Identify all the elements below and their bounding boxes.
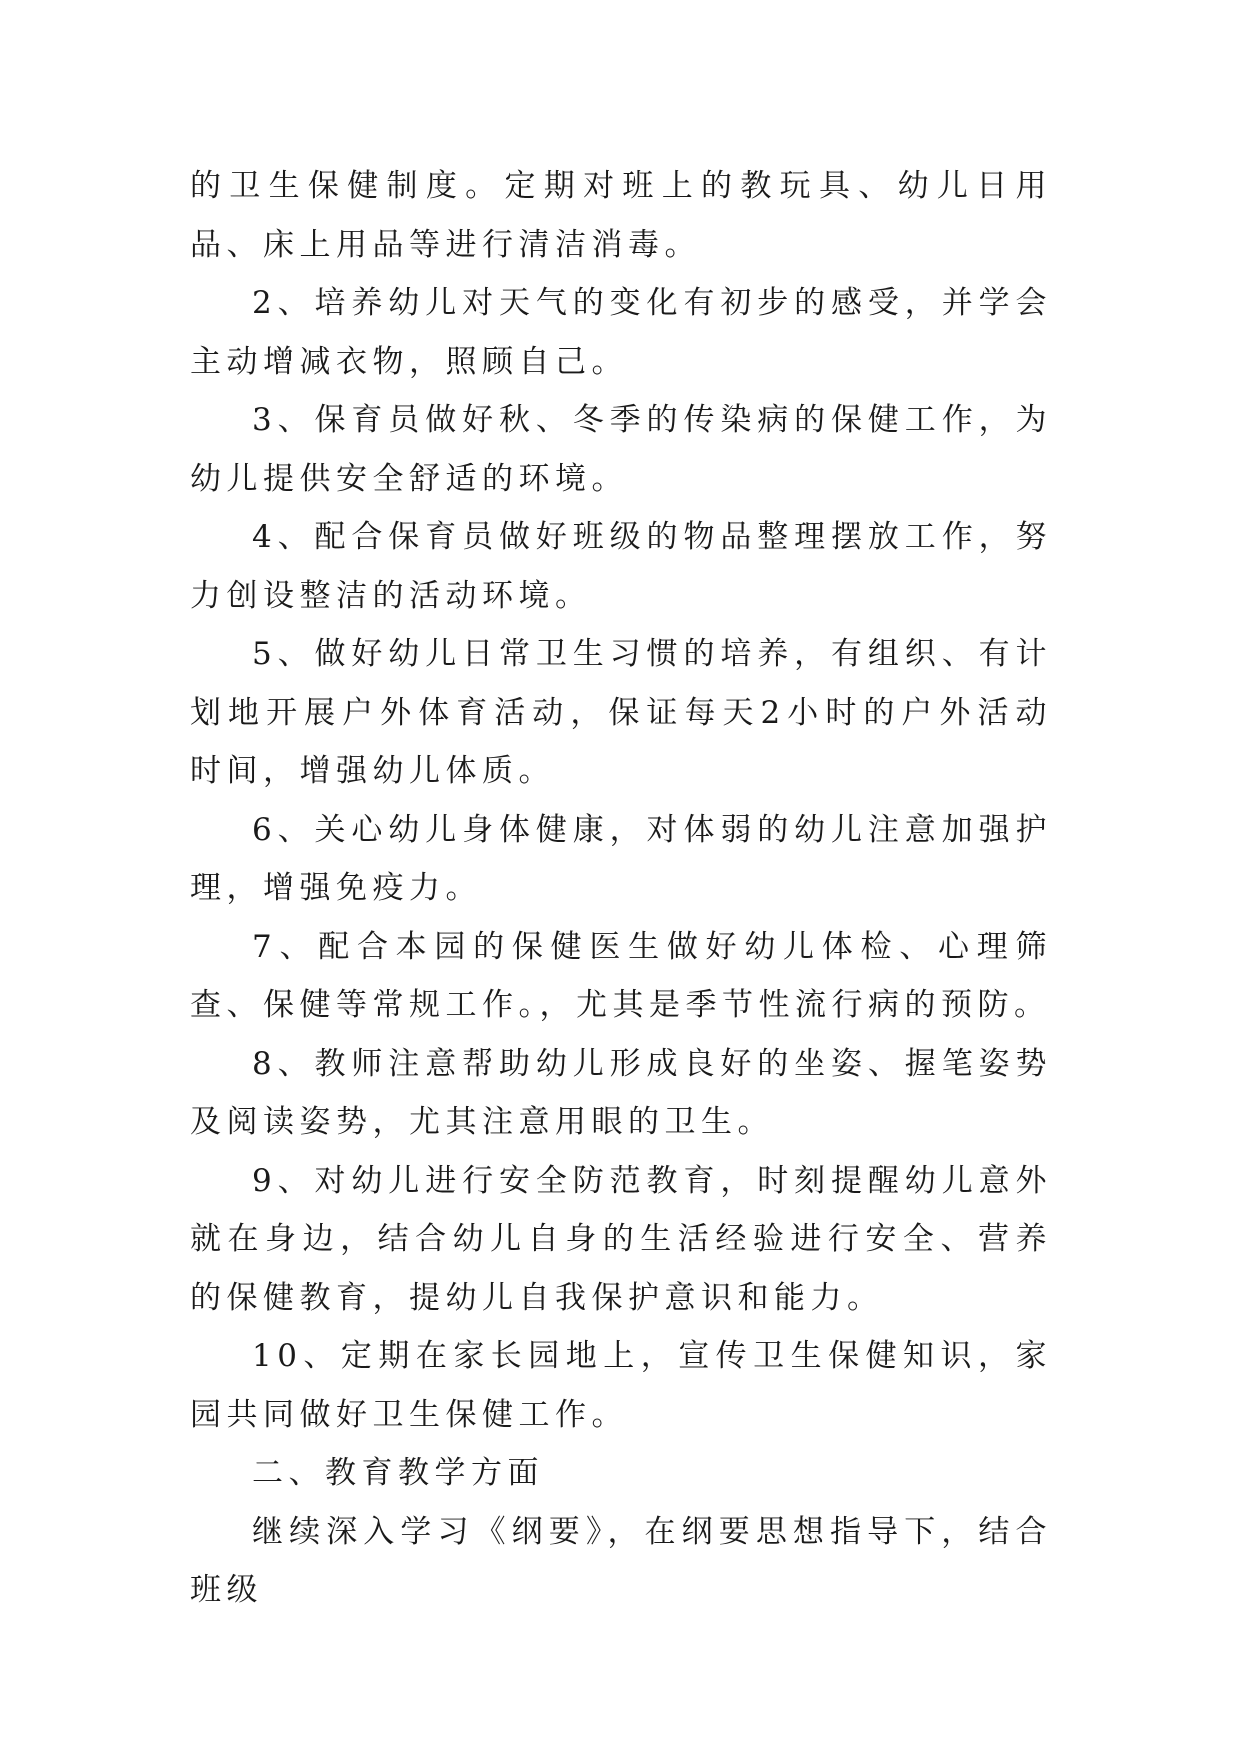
section-heading: 二、教育教学方面: [252, 1455, 544, 1491]
paragraph-12: 继续深入学习《纲要》，在纲要思想指导下，结合班级: [190, 1513, 1052, 1608]
paragraph-9: 9、对幼儿进行安全防范教育，时刻提醒幼儿意外就在身边，结合幼儿自身的生活经验进行安全、营养的保健教育，提幼儿自我保护意识和能力。: [190, 1162, 1052, 1316]
paragraph-3: 3、保育员做好秋、冬季的传染病的保健工作，为幼儿提供安全舒适的环境。: [190, 402, 1052, 497]
paragraph-1: 的卫生保健制度。定期对班上的教玩具、幼儿日用品、床上用品等进行清洁消毒。: [190, 168, 1052, 263]
paragraph-7: 7、配合本园的保健医生做好幼儿体检、心理筛查、保健等常规工作。，尤其是季节性流行病的预防。: [190, 928, 1052, 1023]
paragraph-5: 5、做好幼儿日常卫生习惯的培养，有组织、有计划地开展户外体育活动，保证每天2小时的户外活动时间，增强幼儿体质。: [190, 636, 1052, 789]
paragraph-8: 8、教师注意帮助幼儿形成良好的坐姿、握笔姿势及阅读姿势，尤其注意用眼的卫生。: [190, 1045, 1052, 1140]
paragraph-4: 4、配合保育员做好班级的物品整理摆放工作，努力创设整洁的活动环境。: [190, 519, 1052, 614]
paragraph-6: 6、关心幼儿身体健康，对体弱的幼儿注意加强护理，增强免疫力。: [190, 811, 1052, 906]
paragraph-2: 2、培养幼儿对天气的变化有初步的感受，并学会主动增减衣物，照顾自己。: [190, 285, 1052, 380]
paragraph-10: 10、定期在家长园地上，宣传卫生保健知识，家园共同做好卫生保健工作。: [190, 1338, 1052, 1433]
document-page: [190, 157, 1052, 1620]
